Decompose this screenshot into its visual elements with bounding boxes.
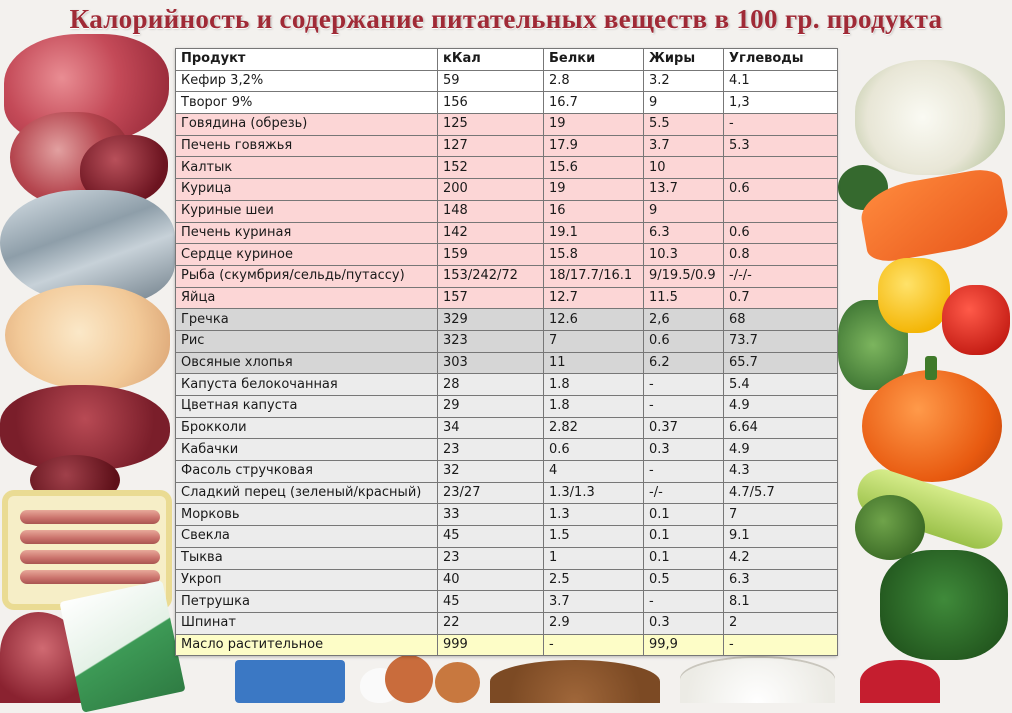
cell-kcal: 32 (438, 461, 544, 483)
cell-carbs: 2 (724, 612, 838, 634)
table-row (176, 547, 838, 569)
cell-carbs: 5.3 (724, 135, 838, 157)
cell-fat: - (644, 396, 724, 418)
table-row (176, 482, 838, 504)
cell-kcal: 22 (438, 612, 544, 634)
rice-image (680, 658, 835, 703)
cell-kcal: 28 (438, 374, 544, 396)
cell-fat: 0.3 (644, 439, 724, 461)
apple-image (860, 660, 940, 703)
page-title: Калорийность и содержание питательных веществ в 100 гр. продукта (69, 4, 943, 34)
cell-fat: 3.2 (644, 70, 724, 92)
cell-kcal: 40 (438, 569, 544, 591)
cell-carbs: 65.7 (724, 352, 838, 374)
cell-protein: 19 (544, 114, 644, 136)
cell-kcal: 45 (438, 526, 544, 548)
cell-product: Рыба (скумбрия/сельдь/путассу) (176, 265, 438, 287)
spinach-image (880, 550, 1008, 660)
cell-fat: 9 (644, 200, 724, 222)
cell-kcal: 329 (438, 309, 544, 331)
zucchini-image (855, 495, 925, 560)
cell-fat: 0.1 (644, 504, 724, 526)
cell-protein: 1.8 (544, 396, 644, 418)
cell-kcal: 200 (438, 179, 544, 201)
cell-carbs: 0.7 (724, 287, 838, 309)
table-row (176, 287, 838, 309)
cell-carbs (724, 200, 838, 222)
cell-protein: 1.3/1.3 (544, 482, 644, 504)
cell-product: Кефир 3,2% (176, 70, 438, 92)
table-row (176, 244, 838, 266)
table-row (176, 612, 838, 634)
table-body (176, 70, 838, 656)
red-pepper-image (942, 285, 1010, 355)
cell-product: Куриные шеи (176, 200, 438, 222)
cell-fat: 0.1 (644, 547, 724, 569)
cell-carbs: - (724, 114, 838, 136)
cell-carbs: - (724, 634, 838, 656)
buckwheat-image (490, 660, 660, 703)
table-row (176, 374, 838, 396)
cell-carbs: 9.1 (724, 526, 838, 548)
cell-protein: 16.7 (544, 92, 644, 114)
table-row (176, 222, 838, 244)
cell-protein: 17.9 (544, 135, 644, 157)
cell-kcal: 127 (438, 135, 544, 157)
cell-fat: -/- (644, 482, 724, 504)
table-row (176, 265, 838, 287)
cell-carbs: 1,3 (724, 92, 838, 114)
cell-protein: 15.8 (544, 244, 644, 266)
cell-product: Рис (176, 330, 438, 352)
cell-product: Гречка (176, 309, 438, 331)
cell-fat: 6.2 (644, 352, 724, 374)
cell-protein: 1.5 (544, 526, 644, 548)
cell-carbs (724, 157, 838, 179)
cell-product: Яйца (176, 287, 438, 309)
cell-fat: 99,9 (644, 634, 724, 656)
cell-protein: 19.1 (544, 222, 644, 244)
cell-kcal: 323 (438, 330, 544, 352)
cell-carbs: 73.7 (724, 330, 838, 352)
nutrition-table-container (175, 48, 837, 656)
cell-product: Капуста белокочанная (176, 374, 438, 396)
cell-product: Тыква (176, 547, 438, 569)
table-row (176, 417, 838, 439)
cell-product: Шпинат (176, 612, 438, 634)
cell-kcal: 23 (438, 547, 544, 569)
cell-kcal: 156 (438, 92, 544, 114)
cell-protein: 2.9 (544, 612, 644, 634)
cell-fat: 2,6 (644, 309, 724, 331)
cell-product: Фасоль стручковая (176, 461, 438, 483)
cell-protein: 11 (544, 352, 644, 374)
cell-product: Калтык (176, 157, 438, 179)
cell-protein: 12.6 (544, 309, 644, 331)
table-row (176, 157, 838, 179)
table-row (176, 135, 838, 157)
table-row (176, 396, 838, 418)
table-header-row (176, 49, 838, 71)
cell-product: Свекла (176, 526, 438, 548)
cell-protein: 4 (544, 461, 644, 483)
cell-fat: 10.3 (644, 244, 724, 266)
eggs-image (385, 655, 433, 703)
cell-product: Сердце куриное (176, 244, 438, 266)
cell-fat: 0.1 (644, 526, 724, 548)
table-row (176, 634, 838, 656)
cell-fat: 3.7 (644, 135, 724, 157)
eggs-image (435, 662, 480, 703)
cell-carbs: 4.9 (724, 396, 838, 418)
table-row (176, 200, 838, 222)
cell-product: Говядина (обрезь) (176, 114, 438, 136)
cell-carbs: 6.64 (724, 417, 838, 439)
cell-kcal: 33 (438, 504, 544, 526)
cell-protein: 7 (544, 330, 644, 352)
cell-carbs: 4.1 (724, 70, 838, 92)
cell-fat: - (644, 374, 724, 396)
pumpkin-image (862, 370, 1002, 482)
cell-carbs: 0.8 (724, 244, 838, 266)
cell-carbs: 4.2 (724, 547, 838, 569)
cottage-cheese-pack-image (235, 660, 345, 703)
cell-carbs: 68 (724, 309, 838, 331)
table-row (176, 309, 838, 331)
header-protein: Белки (544, 49, 644, 71)
yellow-pepper-image (878, 258, 950, 333)
chicken-image (5, 285, 170, 390)
cell-carbs: 8.1 (724, 591, 838, 613)
cell-kcal: 148 (438, 200, 544, 222)
cell-product: Печень говяжья (176, 135, 438, 157)
cell-kcal: 999 (438, 634, 544, 656)
cauliflower-image (855, 60, 1005, 175)
cell-protein: 18/17.7/16.1 (544, 265, 644, 287)
cell-fat: 0.6 (644, 330, 724, 352)
cell-fat: 5.5 (644, 114, 724, 136)
cell-carbs: 4.7/5.7 (724, 482, 838, 504)
cell-carbs: 4.3 (724, 461, 838, 483)
cell-product: Сладкий перец (зеленый/красный) (176, 482, 438, 504)
table-row (176, 439, 838, 461)
cell-carbs: 0.6 (724, 222, 838, 244)
cell-carbs: 5.4 (724, 374, 838, 396)
table-row (176, 461, 838, 483)
cell-protein: 0.6 (544, 439, 644, 461)
cell-fat: 9 (644, 92, 724, 114)
cell-fat: 10 (644, 157, 724, 179)
cell-protein: 1.3 (544, 504, 644, 526)
cell-fat: 0.5 (644, 569, 724, 591)
cell-carbs: -/-/- (724, 265, 838, 287)
cell-fat: - (644, 461, 724, 483)
cell-kcal: 142 (438, 222, 544, 244)
cell-fat: 11.5 (644, 287, 724, 309)
cell-fat: 0.37 (644, 417, 724, 439)
cell-protein: 12.7 (544, 287, 644, 309)
cell-kcal: 157 (438, 287, 544, 309)
table-row (176, 352, 838, 374)
cell-fat: - (644, 591, 724, 613)
cell-product: Творог 9% (176, 92, 438, 114)
table-row (176, 70, 838, 92)
header-carbs: Углеводы (724, 49, 838, 71)
cell-kcal: 34 (438, 417, 544, 439)
cell-fat: 13.7 (644, 179, 724, 201)
cell-product: Кабачки (176, 439, 438, 461)
table-row (176, 591, 838, 613)
cell-protein: 19 (544, 179, 644, 201)
table-row (176, 569, 838, 591)
cell-kcal: 23 (438, 439, 544, 461)
cell-product: Овсяные хлопья (176, 352, 438, 374)
cell-kcal: 303 (438, 352, 544, 374)
header-kcal: кКал (438, 49, 544, 71)
pumpkin-stem-image (925, 356, 937, 380)
cell-kcal: 152 (438, 157, 544, 179)
cell-carbs: 6.3 (724, 569, 838, 591)
cell-kcal: 125 (438, 114, 544, 136)
cell-protein: 3.7 (544, 591, 644, 613)
cell-kcal: 23/27 (438, 482, 544, 504)
cell-protein: - (544, 634, 644, 656)
table-row (176, 504, 838, 526)
cell-product: Масло растительное (176, 634, 438, 656)
cell-protein: 16 (544, 200, 644, 222)
cell-product: Курица (176, 179, 438, 201)
cell-product: Петрушка (176, 591, 438, 613)
cell-protein: 2.8 (544, 70, 644, 92)
nutrition-table (175, 48, 838, 656)
cell-protein: 2.82 (544, 417, 644, 439)
table-row (176, 179, 838, 201)
table-row (176, 526, 838, 548)
table-row (176, 114, 838, 136)
table-row (176, 92, 838, 114)
cell-kcal: 59 (438, 70, 544, 92)
cell-carbs: 0.6 (724, 179, 838, 201)
cell-product: Морковь (176, 504, 438, 526)
cell-fat: 9/19.5/0.9 (644, 265, 724, 287)
header-product: Продукт (176, 49, 438, 71)
cell-fat: 0.3 (644, 612, 724, 634)
table-row (176, 330, 838, 352)
cell-product: Брокколи (176, 417, 438, 439)
cell-carbs: 7 (724, 504, 838, 526)
header-fat: Жиры (644, 49, 724, 71)
cell-product: Укроп (176, 569, 438, 591)
cell-product: Печень куриная (176, 222, 438, 244)
cell-kcal: 45 (438, 591, 544, 613)
cell-protein: 15.6 (544, 157, 644, 179)
cell-kcal: 29 (438, 396, 544, 418)
cell-kcal: 159 (438, 244, 544, 266)
cell-product: Цветная капуста (176, 396, 438, 418)
cell-protein: 1 (544, 547, 644, 569)
cell-kcal: 153/242/72 (438, 265, 544, 287)
cell-protein: 1.8 (544, 374, 644, 396)
cell-carbs: 4.9 (724, 439, 838, 461)
cell-fat: 6.3 (644, 222, 724, 244)
cell-protein: 2.5 (544, 569, 644, 591)
